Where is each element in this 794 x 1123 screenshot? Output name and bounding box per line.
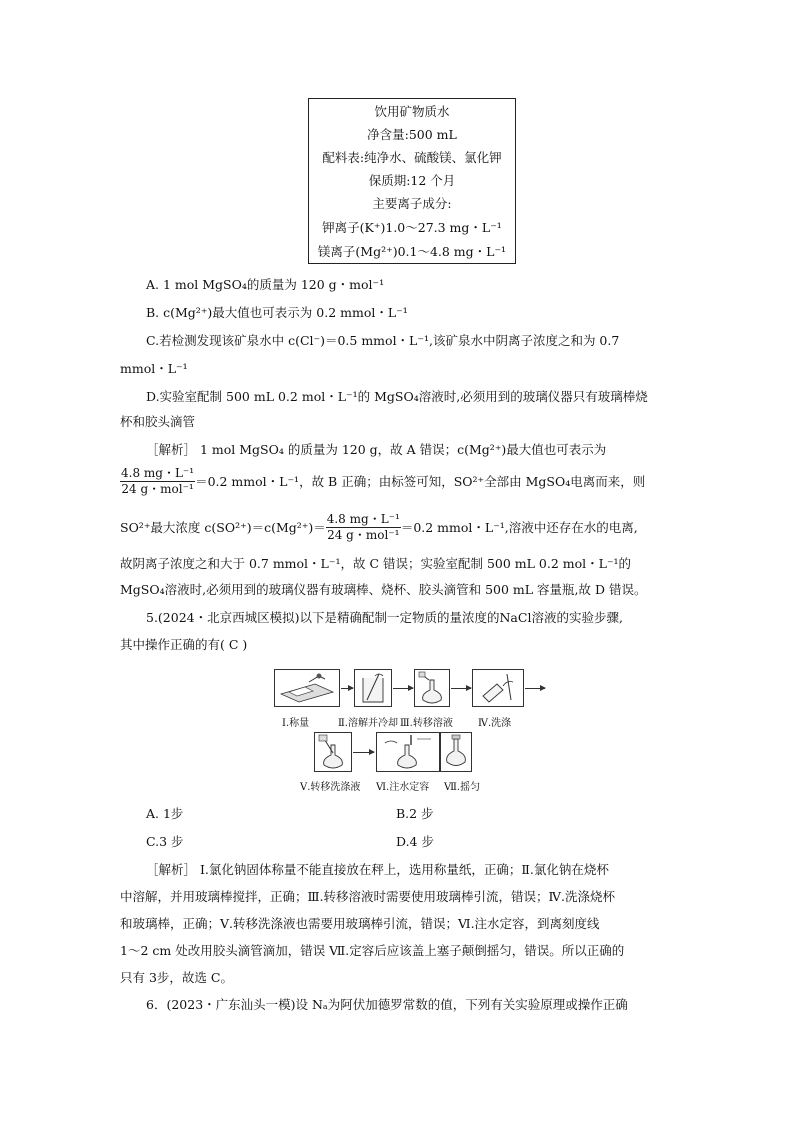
label-mg-ion: 镁离子(Mg²⁺)0.1～4.8 mg・L⁻¹ xyxy=(317,244,507,259)
arrow-right-icon xyxy=(353,752,374,753)
q5-option-b: B.2 步 xyxy=(396,806,434,821)
analysis5-line2: 中溶解，并用玻璃棒搅拌，正确；Ⅲ.转移溶液时需要使用玻璃棒引流，错误；Ⅳ.洗涤烧杯 xyxy=(120,889,615,904)
arrow-right-icon xyxy=(341,688,353,689)
step2-image xyxy=(354,669,392,707)
step3-image xyxy=(414,669,450,707)
washing-icon xyxy=(473,670,523,706)
q5-option-d: D.4 步 xyxy=(396,834,434,849)
beaker-stir-icon xyxy=(355,670,391,706)
step1-caption: Ⅰ.称量 xyxy=(282,718,310,729)
step4-image xyxy=(472,669,524,707)
label-title: 饮用矿物质水 xyxy=(374,104,450,119)
step1-image xyxy=(274,669,340,707)
q6-stem-line1: 6．(2023・广东汕头一模)设 Nₐ为阿伏加德罗常数的值，下列有关实验原理或操作正确 xyxy=(146,997,628,1012)
step3-caption: Ⅲ.转移溶液 xyxy=(400,718,453,729)
arrow-right-icon xyxy=(525,688,545,689)
mineral-water-label xyxy=(308,98,516,264)
analysis4-line4: 故阴离子浓度之和大于 0.7 mmol・L⁻¹，故 C 错误；实验室配制 500 mL 0.2 mol・L⁻¹的 xyxy=(120,556,632,571)
step7-image xyxy=(440,732,472,772)
dropper-flask-icon xyxy=(377,733,439,771)
fraction-mg-conc xyxy=(120,466,195,497)
q5-stem-line1: 5.(2024・北京西城区模拟)以下是精确配制一定物质的量浓度的NaCl溶液的实验步骤, xyxy=(146,610,623,625)
q5-option-c: C.3 步 xyxy=(146,834,184,849)
option-c-line2: mmol・L⁻¹ xyxy=(120,361,188,376)
step2-caption: Ⅱ.溶解并冷却 xyxy=(338,718,398,729)
option-d-line2: 杯和胶头滴管 xyxy=(120,414,196,429)
step6-caption: Ⅵ.注水定容 xyxy=(376,782,430,793)
arrow-right-icon xyxy=(393,688,413,689)
balance-icon xyxy=(275,670,339,706)
flask-transfer-icon xyxy=(315,733,351,771)
analysis4-line5: MgSO₄溶液时,必须用到的玻璃仪器有玻璃棒、烧杯、胶头滴管和 500 mL 容量瓶,故 D 错误。 xyxy=(120,582,647,597)
option-b: B. c(Mg²⁺)最大值也可表示为 0.2 mmol・L⁻¹ xyxy=(146,305,408,320)
analysis4-line3 xyxy=(120,510,638,545)
label-volume: 净含量:500 mL xyxy=(367,127,457,142)
analysis4-line2 xyxy=(120,464,645,499)
option-d-line1: D.实验室配制 500 mL 0.2 mol・L⁻¹的 MgSO₄溶液时,必须用到的玻璃仪器只有玻璃棒烧 xyxy=(146,389,648,404)
analysis4-line1: ［解析］ 1 mol MgSO₄ 的质量为 120 g，故 A 错误；c(Mg²⁺)最大值也可表示为 xyxy=(146,442,607,457)
fraction-denominator: 24 g・mol⁻¹ xyxy=(121,482,194,496)
arrow-right-icon xyxy=(451,688,471,689)
analysis5-line5: 只有 3步，故选 C。 xyxy=(120,970,233,985)
fraction-denominator: 24 g・mol⁻¹ xyxy=(327,528,400,542)
q5-stem-line2: 其中操作正确的有( C ) xyxy=(120,637,248,652)
step5-image xyxy=(314,732,352,772)
fraction-so4-conc xyxy=(326,512,401,543)
q5-option-a: A. 1步 xyxy=(146,806,184,821)
experiment-steps-figure xyxy=(272,666,552,796)
analysis5-line4: 1～2 cm 处改用胶头滴管滴加，错误 Ⅶ.定容后应该盖上塞子颠倒摇匀，错误。所以正确的 xyxy=(120,943,625,958)
option-c-line1: C.若检测发现该矿泉水中 c(Cl⁻)＝0.5 mmol・L⁻¹,该矿泉水中阴离子浓度之和为 0.7 xyxy=(146,333,620,348)
label-ingredients: 配料表:纯净水、硫酸镁、氯化钾 xyxy=(322,150,502,165)
step4-caption: Ⅳ.洗涤 xyxy=(478,718,512,729)
volumetric-flask-icon xyxy=(415,670,449,706)
option-a: A. 1 mol MgSO₄的质量为 120 g・mol⁻¹ xyxy=(146,277,385,292)
analysis4-line3-text: ＝0.2 mmol・L⁻¹,溶液中还存在水的电离, xyxy=(400,519,638,535)
step7-caption: Ⅶ.摇匀 xyxy=(444,782,481,793)
label-shelf-life: 保质期:12 个月 xyxy=(368,173,456,188)
label-ions-title: 主要离子成分: xyxy=(372,196,452,211)
analysis5-line1: ［解析］ Ⅰ.氯化钠固体称量不能直接放在秤上，选用称量纸，正确；Ⅱ.氯化钠在烧杯 xyxy=(146,862,609,877)
step6-image xyxy=(376,732,440,772)
analysis4-line3-prefix: SO²⁺最大浓度 c(SO²⁺)＝c(Mg²⁺)＝ xyxy=(120,519,326,535)
fraction-numerator: 4.8 mg・L⁻¹ xyxy=(121,466,195,480)
shake-flask-icon xyxy=(441,733,471,771)
label-k-ion: 钾离子(K⁺)1.0～27.3 mg・L⁻¹ xyxy=(322,220,502,235)
fraction-numerator: 4.8 mg・L⁻¹ xyxy=(326,512,400,526)
analysis5-line3: 和玻璃棒，正确；Ⅴ.转移洗涤液也需要用玻璃棒引流，错误；Ⅵ.注水定容，到离刻度线 xyxy=(120,916,600,931)
step5-caption: Ⅴ.转移洗涤液 xyxy=(300,782,361,793)
analysis4-line2-text: ＝0.2 mmol・L⁻¹，故 B 正确；由标签可知，SO²⁺全部由 MgSO₄电离而来，则 xyxy=(195,473,646,489)
